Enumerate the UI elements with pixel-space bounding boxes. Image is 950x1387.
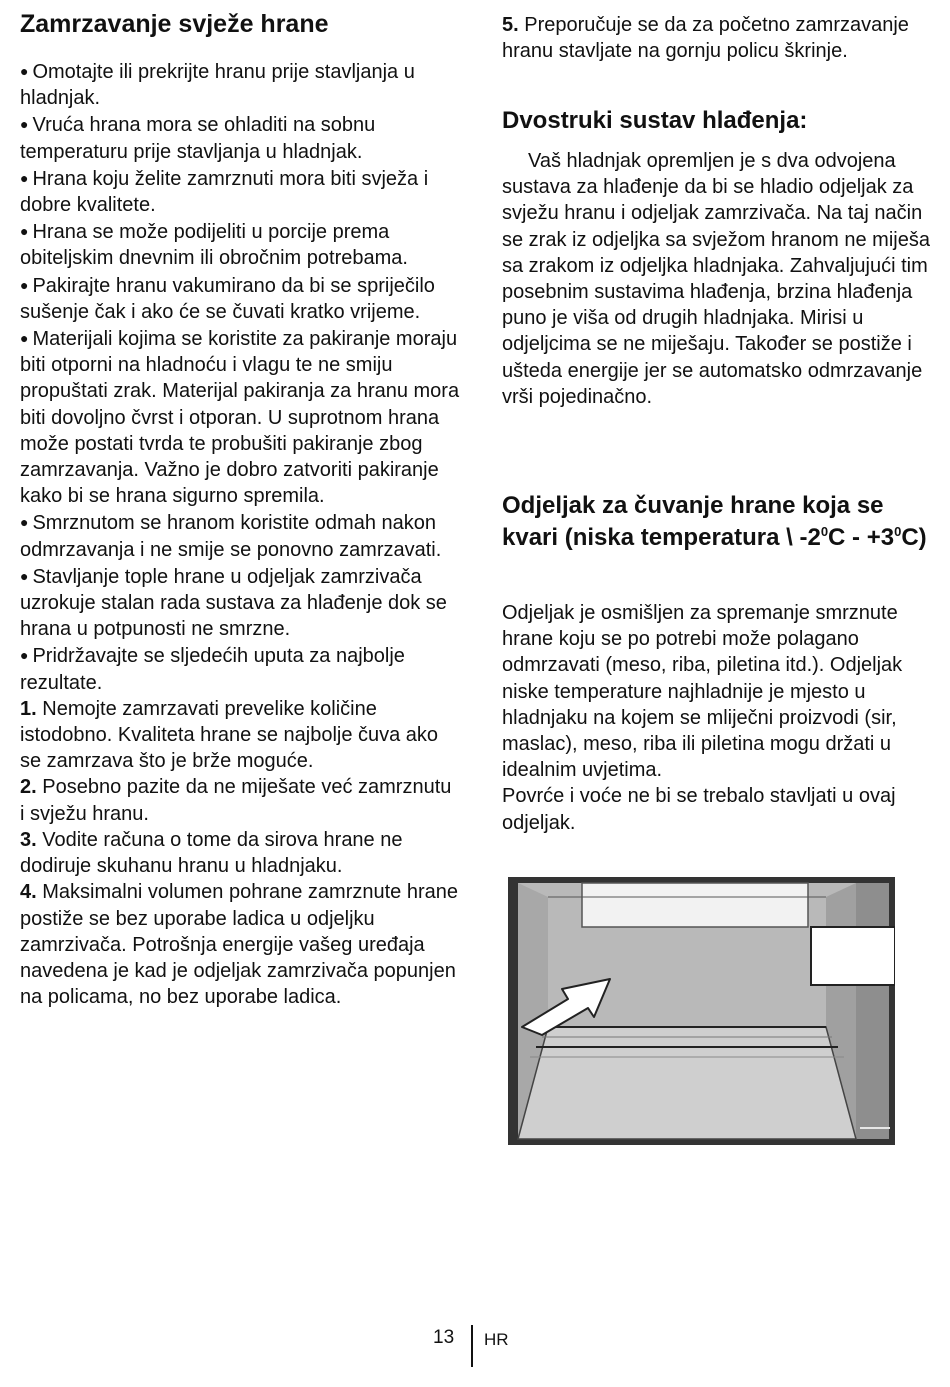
bullet-item: ● Pakirajte hranu vakumirano da bi se spriječilo sušenje čak i ako će se čuvati kratko vrijeme.: [20, 274, 435, 323]
bullet-icon: ●: [20, 514, 29, 531]
numbered-item: 3. Vodite računa o tome da sirova hrane ne dodiruje skuhanu hranu u hladnjaku.: [20, 828, 403, 878]
numbered-item: 1. Nemojte zamrzavati prevelike količine istodobno. Kvaliteta hrane se najbolje čuva ako se zamrzava što je brže moguće.: [20, 697, 439, 773]
bullet-icon: ●: [20, 116, 29, 133]
section-title-dual-cooling: Dvostruki sustav hlađenja:: [502, 107, 808, 134]
item-number: 3.: [20, 828, 37, 851]
chill-compartment-text: [502, 600, 932, 836]
numbered-item: 4. Maksimalni volumen pohrane zamrznute hrane postiže se bez uporabe ladica u odjeljku zamrzivača. Potrošnja energije vašeg uređaja navedena je kad je odjeljak zamrzivača popunjen na policama, no bez uporabe ladica.: [20, 881, 459, 1009]
bullet-item: ● Pridržavajte se sljedećih uputa za najbolje rezultate.: [20, 645, 405, 694]
chill-paragraph: Odjeljak je osmišljen za spremanje smrznute hrane koju se po potrebi može polagano odmrzavati (meso, riba, piletina itd.). Odjeljak niske temperature najhladnije je mjesto u hladnjaku na kojem se mliječni proizvodi (sir, maslac), meso, riba ili piletina mogu držati u idealnim uvjetima.: [502, 602, 903, 782]
item-number: 4.: [20, 881, 37, 904]
bullet-item: ● Hrana se može podijeliti u porcije prema obiteljskim dnevnim ili obročnim potrebama.: [20, 221, 408, 270]
bullet-item: ● Omotajte ili prekrijte hranu prije stavljanja u hladnjak.: [20, 61, 415, 110]
language-code: HR: [484, 1330, 509, 1349]
numbered-item: 5. Preporučuje se da za početno zamrzavanje hranu stavljate na gornju policu škrinje.: [502, 14, 909, 63]
section-title-freezing: Zamrzavanje svježe hrane: [20, 10, 329, 38]
footer-divider: [471, 1325, 473, 1367]
chill-paragraph: Povrće i voće ne bi se trebalo stavljati u ovaj odjeljak.: [502, 785, 896, 834]
bullet-icon: ●: [20, 223, 29, 240]
bullet-item: ● Hrana koju želite zamrznuti mora biti svježa i dobre kvalitete.: [20, 167, 429, 217]
bullet-item: ● Vruća hrana mora se ohladiti na sobnu temperaturu prije stavljanja u hladnjak.: [20, 114, 376, 163]
freezing-instructions: [20, 58, 460, 1010]
bullet-item: ● Smrznutom se hranom koristite odmah nakon odmrzavanja i ne smije se ponovno zamrzavati.: [20, 512, 442, 561]
item-number: 1.: [20, 697, 37, 720]
bullet-icon: ●: [20, 276, 29, 293]
bullet-item: ● Stavljanje tople hrane u odjeljak zamrzivača uzrokuje stalan rada sustava za hlađenje dok se hrana u potpunosti ne smrzne.: [20, 565, 447, 641]
dual-cooling-paragraph: Vaš hladnjak opremljen je s dva odvojena sustava za hlađenje da bi se hladio odjeljak za svježu hranu i odjeljak zamrzivača. Na taj način se zrak iz odjeljka sa svježom hranom ne miješa sa zrakom iz odjeljka hladnjaka. Zahvaljujući tim posebnim sustavima hlađenja, brzina hlađenja puno je viša od drugih hladnjaka. Mirisi u odjeljcima se ne miješaju. Također se postiže i ušteda energije jer se automatsko odmrzavanje vrši pojedinačno.: [502, 150, 930, 408]
bullet-icon: ●: [20, 647, 29, 664]
section-title-chill-compartment: Odjeljak za čuvanje hrane koja se kvari (niska temperatura \ $-2^0C - +3^0C$): [502, 492, 927, 551]
bullet-icon: ●: [20, 169, 29, 186]
bullet-icon: ●: [20, 567, 29, 584]
item-number: 2.: [20, 776, 37, 799]
item-number: 5.: [502, 14, 519, 36]
bullet-icon: ●: [20, 330, 29, 347]
chill-compartment-illustration: [508, 877, 895, 1145]
bullet-icon: ●: [20, 63, 29, 79]
bullet-item: ● Materijali kojima se koristite za pakiranje moraju biti otporni na hladnoću i vlagu te ne smiju propuštati zrak. Materijal pakiranja za hranu mora biti dovoljno čvrst i otporan. U suprotnom hrana može postati tvrda te probušiti pakiranje zbog zamrzavanja. Važno je dobro zatvoriti pakiranje kako bi se hrana sigurno spremila.: [20, 328, 460, 508]
page-number: 13: [433, 1327, 455, 1348]
numbered-item: 2. Posebno pazite da ne miješate već zamrznutu i svježu hranu.: [20, 776, 452, 825]
